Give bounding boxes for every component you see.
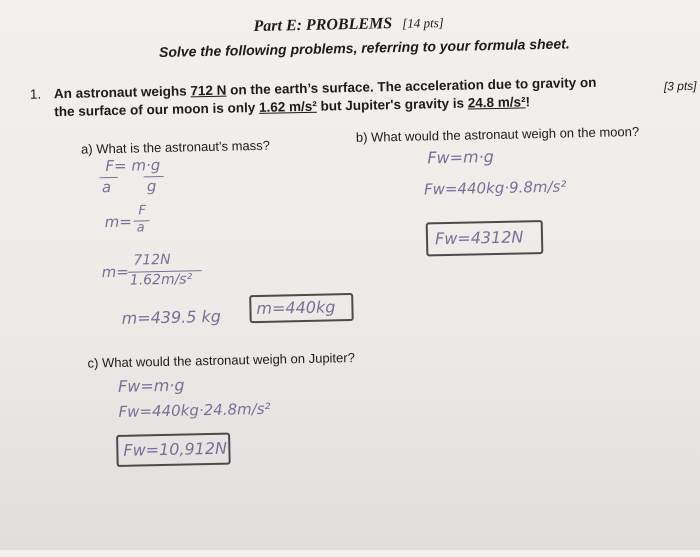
c-answer: Fw=10,912N [123,438,228,460]
a-eq3-numerator: 712N [133,251,171,269]
a-eq3-denominator: 1.62m/s² [129,271,193,289]
question-a: a) What is the astronaut's mass? [80,137,271,157]
part-points: [14 pts] [402,15,444,31]
weight-value: 712 N [190,82,227,99]
c-line-2: Fw=440kg·24.8m/s² [118,399,271,421]
c-answer-box [116,433,231,467]
question-c: c) What would the astronaut weigh on Jupiter? [87,349,356,371]
problem-number: 1. [29,86,42,102]
jupiter-gravity-value: 24.8 m/s² [467,94,526,111]
instructions: Solve the following problems, referring to your formula sheet. [158,35,570,61]
a-eq1-denominator-right: g [146,177,157,196]
a-result: m=439.5 kg [121,306,222,328]
part-title: Part E: PROBLEMS [14 pts] [253,15,444,36]
a-eq2-lhs: m= [104,212,132,232]
moon-gravity-value: 1.62 m/s² [258,98,317,115]
a-eq2-numerator: F [138,203,147,219]
problem-line-2: the surface of our moon is only 1.62 m/s² but Jupiter's gravity is 24.8 m/s²! [54,94,531,120]
problem-line-1: An astronaut weighs 712 N on the earth’s surface. The acceleration due to gravity on [53,74,597,102]
a-eq2-denominator: a [136,220,145,236]
problem-points: [3 pts] [663,78,697,94]
b-answer: Fw=4312N [434,227,524,249]
b-answer-box [426,220,544,256]
b-line-2: Fw=440kg·9.8m/s² [423,177,567,199]
a-answer-box [249,293,354,323]
a-answer: m=440kg [256,297,336,319]
b-line-1: Fw=m·g [427,147,495,168]
a-eq3-lhs: m= [101,262,130,282]
c-line-1: Fw=m·g [117,375,185,396]
question-b: b) What would the astronaut weigh on the moon? [355,123,640,145]
a-eq1-numerator: F= m·g [105,156,161,176]
a-eq1-denominator-left: a [101,178,112,197]
